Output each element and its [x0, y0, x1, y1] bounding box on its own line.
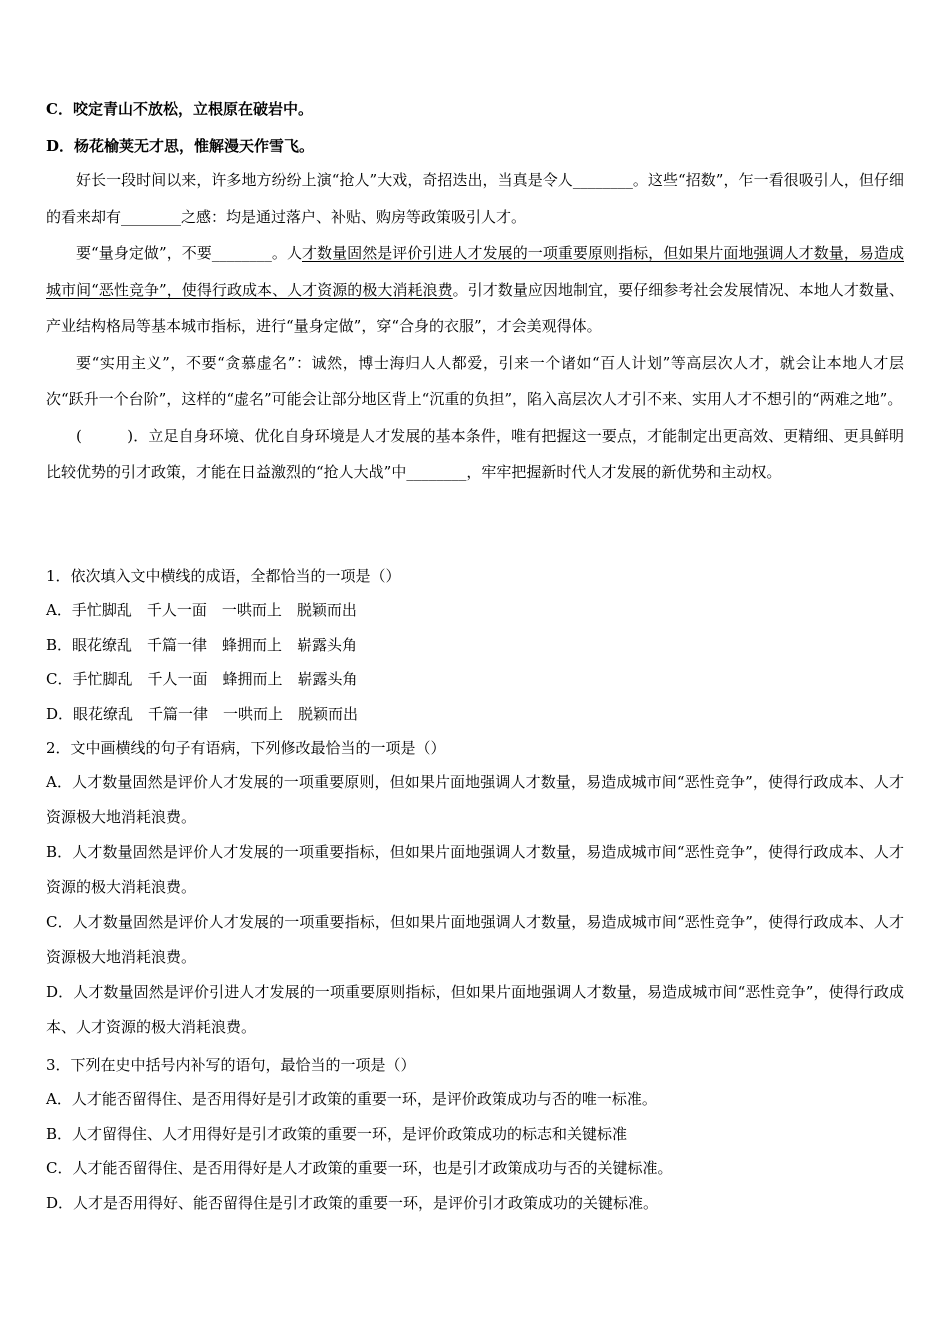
option-b: B．人才留得住、人才用得好是引才政策的重要一环，是评价政策成功的标志和关键标准	[46, 1124, 628, 1143]
question-stem: 1．依次填入文中横线的成语，全都恰当的一项是（）	[46, 567, 401, 585]
question-2	[46, 731, 904, 1045]
option-c: C．人才数量固然是评价人才发展的一项重要指标，但如果片面地强调人才数量，易造成城市间“恶性竞争”，使得行政成本、人才资源极大地消耗浪费。	[46, 913, 904, 967]
option-c: C．手忙脚乱 千人一面 蜂拥而上 崭露头角	[46, 670, 358, 689]
underlined-sentence: 才数量固然是评价引进人才发展的一项重要原则指标，但如果片面地强调人才数量，易造成城市间“恶性竞争”，使得行政成本、人才资源的极大消耗浪费	[46, 244, 904, 299]
option-a: A．人才数量固然是评价人才发展的一项重要原则，但如果片面地强调人才数量，易造成城市间“恶性竞争”，使得行政成本、人才资源极大地消耗浪费。	[46, 773, 904, 827]
passage-paragraph-4: ( )．立足自身环境、优化自身环境是人才发展的基本条件，唯有把握这一要点，才能制定出更高效、更精细、更具鲜明比较优势的引才政策，才能在日益激烈的“抢人大战”中________，牢牢把握新时代人才发展的新优势和主动权。	[46, 426, 904, 481]
passage-paragraph-2	[46, 235, 904, 345]
option-d: D．人才是否用得好、能否留得住是引才政策的重要一环，是评价引才政策成功的关键标准。	[46, 1193, 659, 1212]
question-stem: 3．下列在史中括号内补写的语句，最恰当的一项是（）	[46, 1056, 416, 1074]
passage-paragraph-3: 要“实用主义”，不要“贪慕虚名”：诚然，博士海归人人都爱，引来一个诸如“百人计划”等高层次人才，就会让本地人才层次“跃升一个台阶”，这样的“虚名”可能会让部分地区背上“沉重的负担”，陷入高层次人才引不来、实用人才不想引的“两难之地”。	[46, 353, 904, 408]
question-stem: 2．文中画横线的句子有语病，下列修改最恰当的一项是（）	[46, 739, 446, 757]
passage-p2-rest: 。引才数量应因地制宜，要仔细参考社会发展情况、本地人才数量、产业结构格局等基本城市指标，进行“量身定做”，穿“合身的衣服”，才会美观得体。	[46, 280, 904, 335]
reading-passage	[46, 162, 904, 491]
question-1	[46, 559, 904, 731]
option-c: C．人才能否留得住、是否用得好是人才政策的重要一环，也是引才政策成功与否的关键标准。	[46, 1159, 673, 1178]
option-b: B．眼花缭乱 千篇一律 蜂拥而上 崭露头角	[46, 635, 358, 654]
passage-p2-lead: 要“量身定做”，不要________。人	[76, 244, 302, 262]
option-a: A．手忙脚乱 千人一面 一哄而上 脱颖而出	[46, 601, 357, 620]
question-3	[46, 1048, 904, 1220]
passage-paragraph-1: 好长一段时间以来，许多地方纷纷上演“抢人”大戏，奇招迭出，当真是令人________。这些“招数”，乍一看很吸引人，但仔细的看来却有________之感：均是通过落户、补贴、购房等政策吸引人才。	[46, 171, 904, 226]
option-a: A．人才能否留得住、是否用得好是引才政策的重要一环，是评价政策成功与否的唯一标准。	[46, 1090, 657, 1109]
option-d: D．眼花缭乱 千篇一律 一哄而上 脱颖而出	[46, 704, 359, 723]
prev-option-d: D．杨花榆荚无才思，惟解漫天作雪飞。	[46, 137, 315, 155]
option-d: D．人才数量固然是评价引进人才发展的一项重要原则指标，但如果片面地强调人才数量，易造成城市间“恶性竞争”，使得行政成本、人才资源的极大消耗浪费。	[46, 983, 904, 1037]
option-b: B．人才数量固然是评价人才发展的一项重要指标，但如果片面地强调人才数量，易造成城市间“恶性竞争”，使得行政成本、人才资源的极大消耗浪费。	[46, 843, 904, 897]
prev-option-c: C．咬定青山不放松，立根原在破岩中。	[46, 100, 313, 118]
